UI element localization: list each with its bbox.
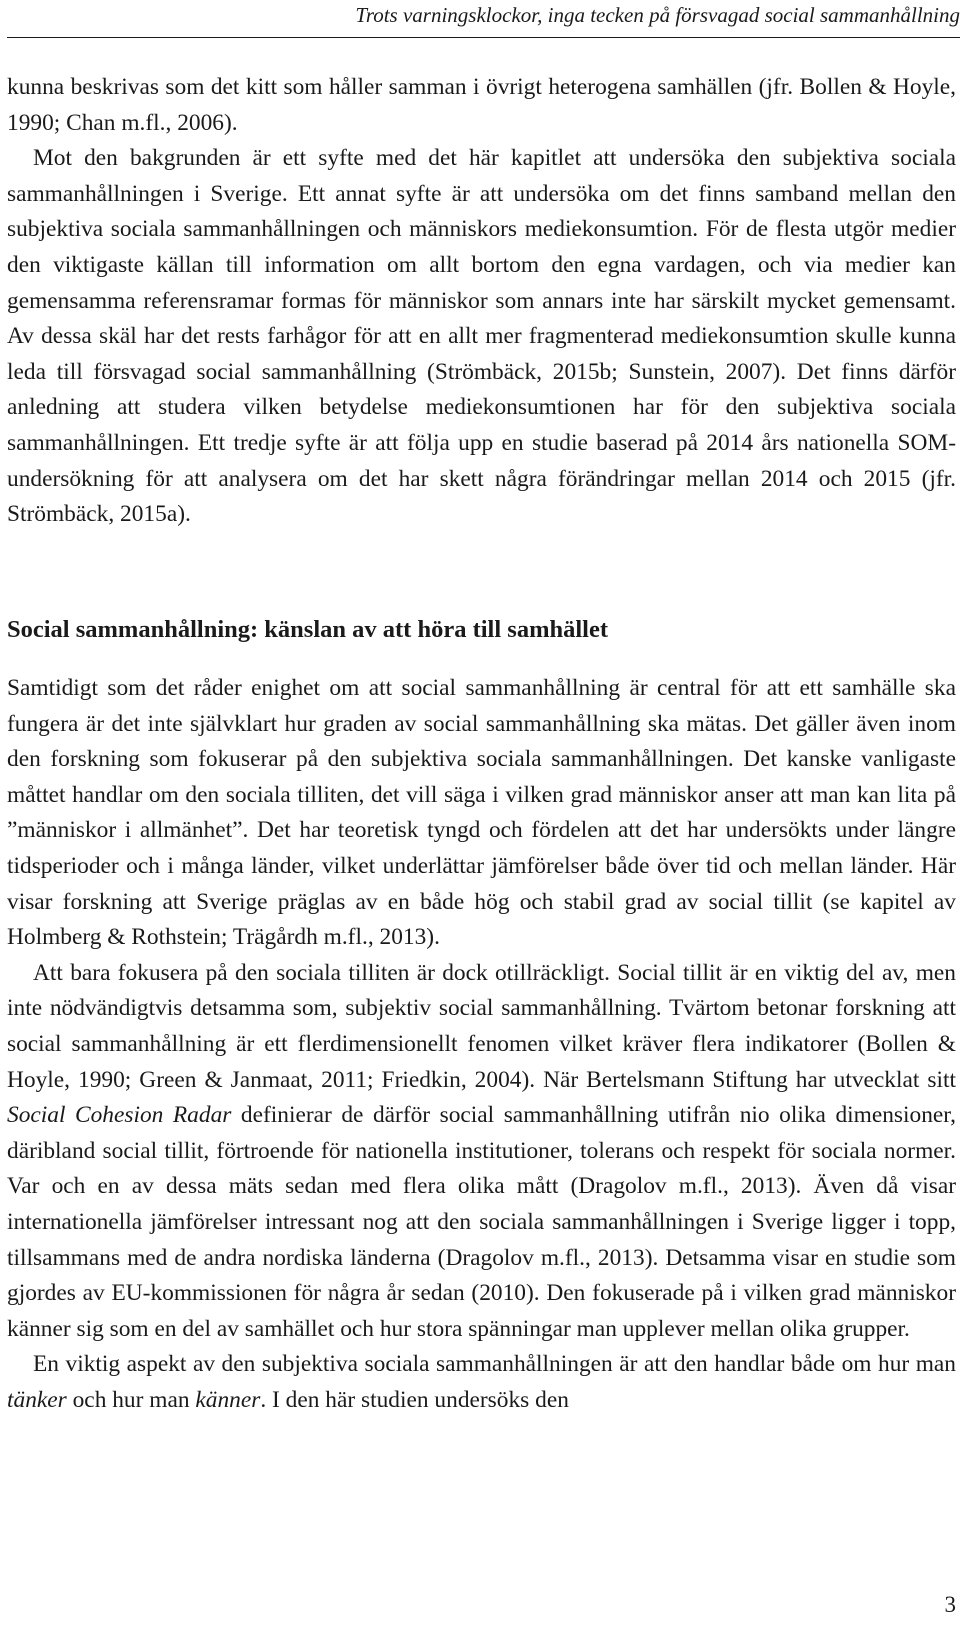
section-heading: Social sammanhållning: känslan av att höra till samhället: [7, 616, 609, 643]
section-paragraph-2-italic: Social Cohesion Radar: [7, 1102, 232, 1129]
header-rule: [7, 37, 960, 38]
intro-text-block: [7, 70, 956, 533]
intro-paragraph-2: Mot den bakgrunden är ett syfte med det här kapitlet att undersöka den subjektiva sociala sammanhållningen i Sverige. Ett annat syfte är att undersöka om det finns samband mellan den subjektiva sociala sammanhållningen och människors mediekonsumtion. För de flesta utgör medier den viktigaste källan till information om allt bortom den egna vardagen, och via medier kan gemensamma referensramar formas för människor som annars inte har särskilt mycket gemensamt. Av dessa skäl har det rests farhågor för att en allt mer fragmenterad mediekonsumtion skulle kunna leda till försvagad social sammanhållning (Strömbäck, 2015b; Sunstein, 2007). Det finns därför anledning att studera vilken betydelse mediekonsumtionen har för den subjektiva sociala sammanhållningen. Ett tredje syfte är att följa upp en studie baserad på 2014 års nationella SOM-undersökning för att analysera om det har skett några förändringar mellan 2014 och 2015 (jfr. Strömbäck, 2015a).: [7, 145, 956, 528]
page-number: 3: [944, 1592, 956, 1617]
intro-paragraph-1: kunna beskrivas som det kitt som håller samman i övrigt heterogena samhällen (jfr. Bollen & Hoyle, 1990; Chan m.fl., 2006).: [7, 74, 956, 136]
section-paragraph-3: [7, 1347, 956, 1418]
section-paragraph-3-italic-a: tänker: [7, 1386, 67, 1413]
section-paragraph-2: [7, 956, 956, 1348]
section-paragraph-2-text-a: Att bara fokusera på den sociala tilliten är dock otillräckligt. Social tillit är en viktig del av, men inte nödvändigtvis detsamma som, subjektiv social sammanhållning. Tvärtom betonar forskning att social sammanhållning är ett flerdimensionellt fenomen vilket kräver flera indikatorer (Bollen & Hoyle, 1990; Green & Janmaat, 2011; Friedkin, 2004). När Bertelsmann Stiftung har utvecklat sitt: [7, 959, 956, 1093]
section-paragraph-3-text-c: . I den här studien undersöks den: [260, 1386, 569, 1413]
section-paragraph-1: Samtidigt som det råder enighet om att social sammanhållning är central för att ett samhälle ska fungera är det inte självklart hur graden av social sammanhållning ska mätas. Det gäller även inom den forskning som fokuserar på den subjektiva sociala sammanhållningen. Det kanske vanligaste måttet handlar om den sociala tilliten, det vill säga i vilken grad människor anser att man kan lita på ”människor i allmänhet”. Det har teoretisk tyngd och fördelen att det har undersökts under längre tidsperioder och i många länder, vilket underlättar jämförelser både över tid och mellan länder. Här visar forskning att Sverige präglas av en både hög och stabil grad av social tillit (se kapitel av Holmberg & Rothstein; Trägårdh m.fl., 2013).: [7, 675, 956, 951]
section-paragraph-2-text-b: definierar de därför social sammanhållning utifrån nio olika dimensioner, däribland social tillit, förtroende för nationella institutioner, tolerans och respekt för sociala normer. Var och en av dessa mäts sedan med flera olika mått (Dragolov m.fl., 2013). Även då visar internationella jämförelser intressant nog att den sociala sammanhållningen i Sverige ligger i topp, tillsammans med de andra nordiska länderna (Dragolov m.fl., 2013). Detsamma visar en studie som gjordes av EU-kommissionen för några år sedan (2010). Den fokuserade på i vilken grad människor känner sig som en del av samhället och hur stora spänningar man upplever mellan olika grupper.: [7, 1102, 956, 1342]
running-header-title: Trots varningsklockor, inga tecken på försvagad social sammanhållning: [355, 3, 960, 27]
section-paragraph-3-italic-b: känner: [195, 1386, 261, 1413]
section-paragraph-3-text-a: En viktig aspekt av den subjektiva sociala sammanhållningen är att den handlar både om hur man: [33, 1351, 956, 1378]
section-paragraph-3-text-b: och hur man: [66, 1386, 196, 1413]
section-text-block: [7, 671, 956, 1418]
